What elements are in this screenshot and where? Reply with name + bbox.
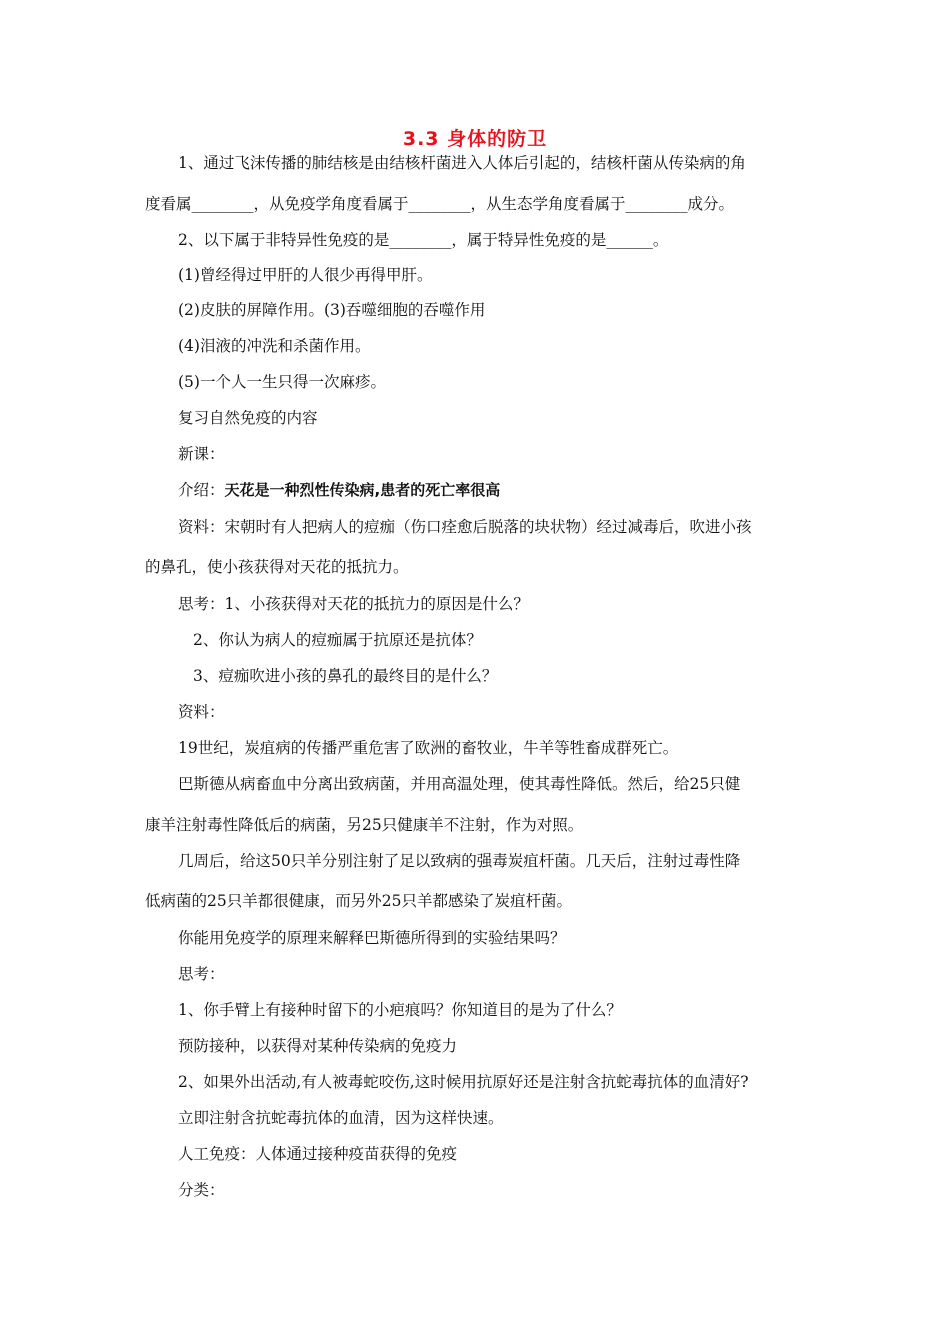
intro-line	[178, 480, 500, 500]
material-2-line-1: 19世纪，炭疽病的传播严重危害了欧洲的畜牧业，牛羊等牲畜成群死亡。	[178, 739, 679, 757]
option-4: (4)泪液的冲洗和杀菌作用。	[178, 337, 371, 355]
think-3: 3、痘痂吹进小孩的鼻孔的最终目的是什么？	[193, 667, 498, 685]
material-2-label: 资料：	[178, 703, 225, 721]
artificial-immunity-definition: 人工免疫：人体通过接种疫苗获得的免疫	[178, 1145, 458, 1163]
think-label: 思考：	[178, 965, 225, 983]
option-5: (5)一个人一生只得一次麻疹。	[178, 373, 386, 391]
think-a2: 立即注射含抗蛇毒抗体的血清，因为这样快速。	[178, 1109, 504, 1127]
material-2-line-4: 几周后，给这50只羊分别注射了足以致病的强毒炭疽杆菌。几天后，注射过毒性降	[178, 852, 741, 870]
question-explain: 你能用免疫学的原理来解释巴斯德所得到的实验结果吗？	[178, 929, 566, 947]
intro-highlight: 天花是一种烈性传染病,患者的死亡率很高	[224, 481, 501, 499]
material-1-line-2: 的鼻孔，使小孩获得对天花的抵抗力。	[145, 558, 409, 576]
classification-label: 分类：	[178, 1181, 225, 1199]
review-note: 复习自然免疫的内容	[178, 409, 318, 427]
think-q1: 1、你手臂上有接种时留下的小疤痕吗？你知道目的是为了什么？	[178, 1001, 622, 1019]
material-1-line-1: 资料：宋朝时有人把病人的痘痂（伤口痊愈后脱落的块状物）经过减毒后，吹进小孩	[178, 518, 752, 536]
think-2: 2、你认为病人的痘痂属于抗原还是抗体？	[193, 631, 482, 649]
question-1-line-2: 度看属________，从免疫学角度看属于________，从生态学角度看属于________成分。	[145, 195, 735, 213]
think-1: 思考：1、小孩获得对天花的抵抗力的原因是什么？	[178, 595, 529, 613]
question-2: 2、以下属于非特异性免疫的是________，属于特异性免疫的是______。	[178, 231, 669, 249]
page-title: 3.3 身体的防卫	[402, 128, 548, 150]
material-2-line-5: 低病菌的25只羊都很健康，而另外25只羊都感染了炭疽杆菌。	[145, 892, 572, 910]
new-lesson-label: 新课：	[178, 445, 225, 463]
question-1-line-1: 1、通过飞沫传播的肺结核是由结核杆菌进入人体后引起的，结核杆菌从传染病的角	[178, 154, 746, 172]
think-a1: 预防接种，以获得对某种传染病的免疫力	[178, 1037, 458, 1055]
option-2-3: (2)皮肤的屏障作用。(3)吞噬细胞的吞噬作用	[178, 301, 486, 319]
material-2-line-3: 康羊注射毒性降低后的病菌，另25只健康羊不注射，作为对照。	[145, 816, 584, 834]
intro-label: 介绍：	[178, 481, 225, 499]
material-2-line-2: 巴斯德从病畜血中分离出致病菌，并用高温处理，使其毒性降低。然后，给25只健	[178, 775, 741, 793]
think-q2: 2、如果外出活动,有人被毒蛇咬伤,这时候用抗原好还是注射含抗蛇毒抗体的血清好?	[178, 1073, 749, 1091]
option-1: (1)曾经得过甲肝的人很少再得甲肝。	[178, 266, 433, 284]
